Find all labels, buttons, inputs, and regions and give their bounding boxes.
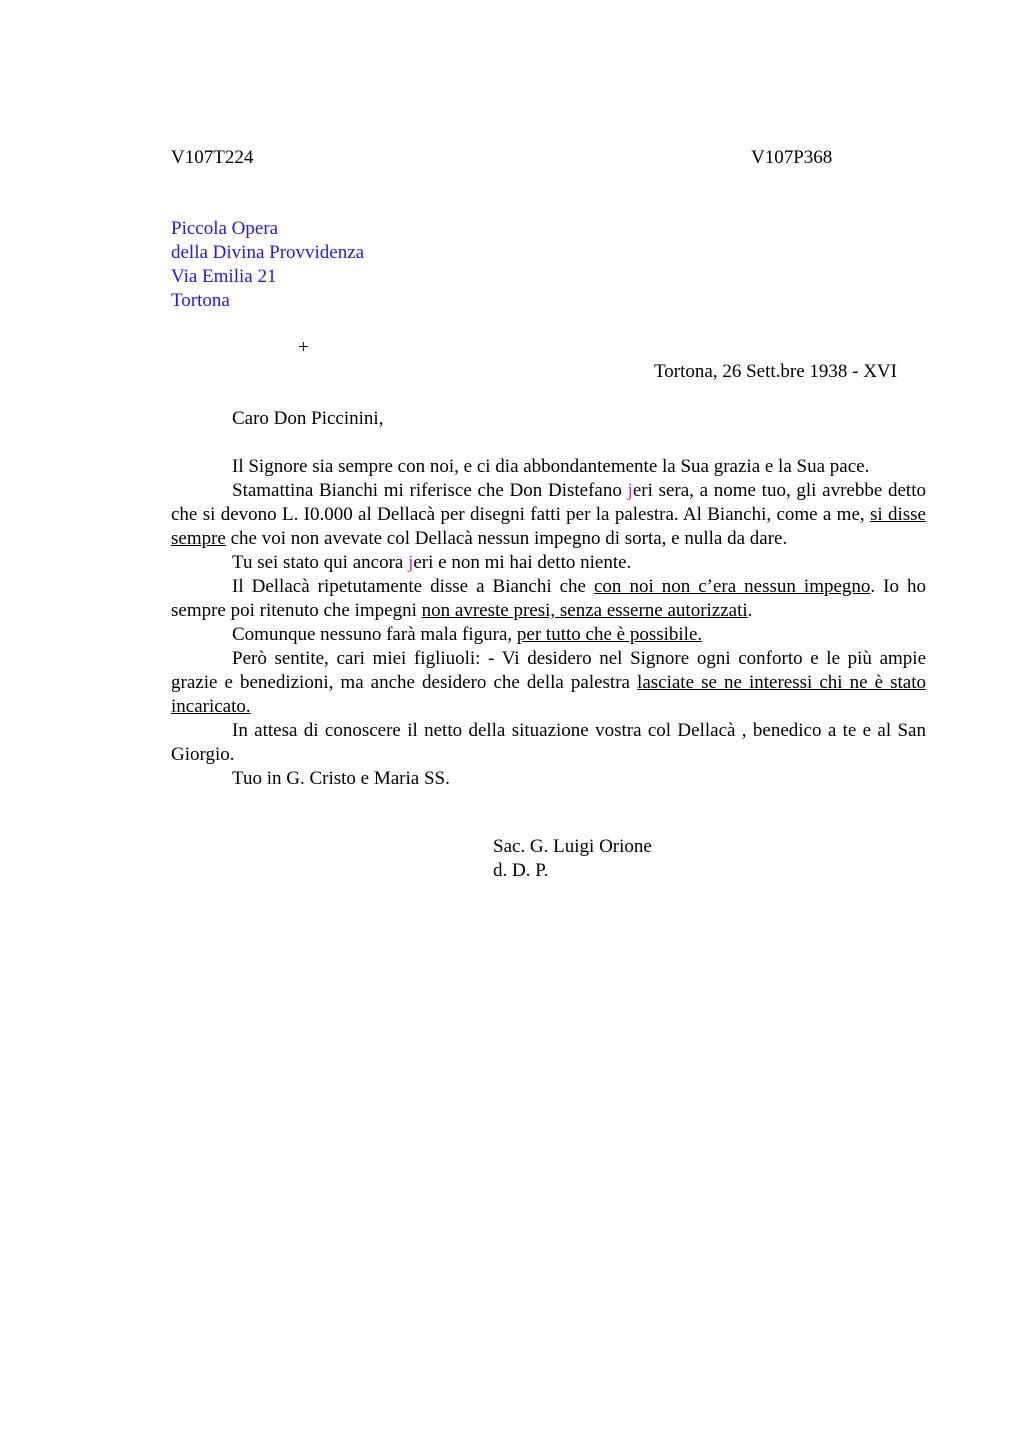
letterhead-line: della Divina Provvidenza <box>171 242 365 263</box>
underlined-text: con noi non c’era nessun impegno <box>594 576 871 597</box>
document-code-left: V107T224 <box>171 147 254 168</box>
signature-title: d. D. P. <box>493 860 549 881</box>
paragraph <box>171 479 926 551</box>
paragraph-text: Comunque nessuno farà mala figura, <box>232 624 517 645</box>
dateline: Tortona, 26 Sett.bre 1938 - XVI <box>654 361 897 382</box>
paragraph-text: . <box>747 600 753 621</box>
underlined-text: non avreste presi, senza esserne autorizzati <box>421 600 748 621</box>
letterhead-line: Tortona <box>171 290 230 311</box>
paragraph <box>171 623 926 647</box>
highlighted-letter: j <box>408 552 414 573</box>
paragraph-text: Tu sei stato qui ancora <box>232 552 409 573</box>
paragraph-text: Però sentite, cari miei figliuoli: - Vi desidero nel Signore ogni conforto e le più ampie grazie e benedizioni, ma anche desidero che della palestra <box>171 648 926 693</box>
underlined-text: per tutto che è possibile. <box>516 624 703 645</box>
paragraph <box>171 551 926 575</box>
highlighted-letter: j <box>627 480 633 501</box>
paragraph <box>171 455 926 479</box>
paragraph-text: che voi non avevate col Dellacà nessun impegno di sorta, e nulla da dare. <box>225 528 788 549</box>
paragraph-text: eri sera, a nome tuo, gli avrebbe detto che si devono L. I0.000 al Dellacà per disegni fatti per la palestra. Al Bianchi, come a me, <box>171 480 926 525</box>
paragraph <box>171 647 926 719</box>
paragraph-text: In attesa di conoscere il netto della situazione vostra col Dellacà , benedico a te e al San Giorgio. <box>171 720 926 765</box>
paragraph-text: Il Dellacà ripetutamente disse a Bianchi che <box>232 576 594 597</box>
letter-body <box>171 455 926 791</box>
letterhead-line: Piccola Opera <box>171 218 279 239</box>
paragraph <box>171 575 926 623</box>
paragraph <box>171 767 926 791</box>
paragraph-text: Stamattina Bianchi mi riferisce che Don Distefano <box>232 480 628 501</box>
paragraph <box>171 719 926 767</box>
document-code-right: V107P368 <box>751 147 833 168</box>
paragraph-text: Tuo in G. Cristo e Maria SS. <box>232 768 450 789</box>
underlined-text: si disse sempre <box>171 504 926 549</box>
signature-block <box>493 835 652 883</box>
paragraph-text: . Io ho sempre poi ritenuto che impegni <box>171 576 926 621</box>
paragraph-text: Il Signore sia sempre con noi, e ci dia abbondantemente la Sua grazia e la Sua pace. <box>232 456 870 477</box>
letterhead <box>171 217 364 313</box>
salutation: Caro Don Piccinini, <box>232 408 384 429</box>
cross-mark: + <box>298 337 309 358</box>
underlined-text: lasciate se ne interessi chi ne è stato incaricato. <box>171 672 926 717</box>
paragraph-text: eri e non mi hai detto niente. <box>413 552 632 573</box>
signature-name: Sac. G. Luigi Orione <box>493 836 652 857</box>
letterhead-line: Via Emilia 21 <box>171 266 277 287</box>
